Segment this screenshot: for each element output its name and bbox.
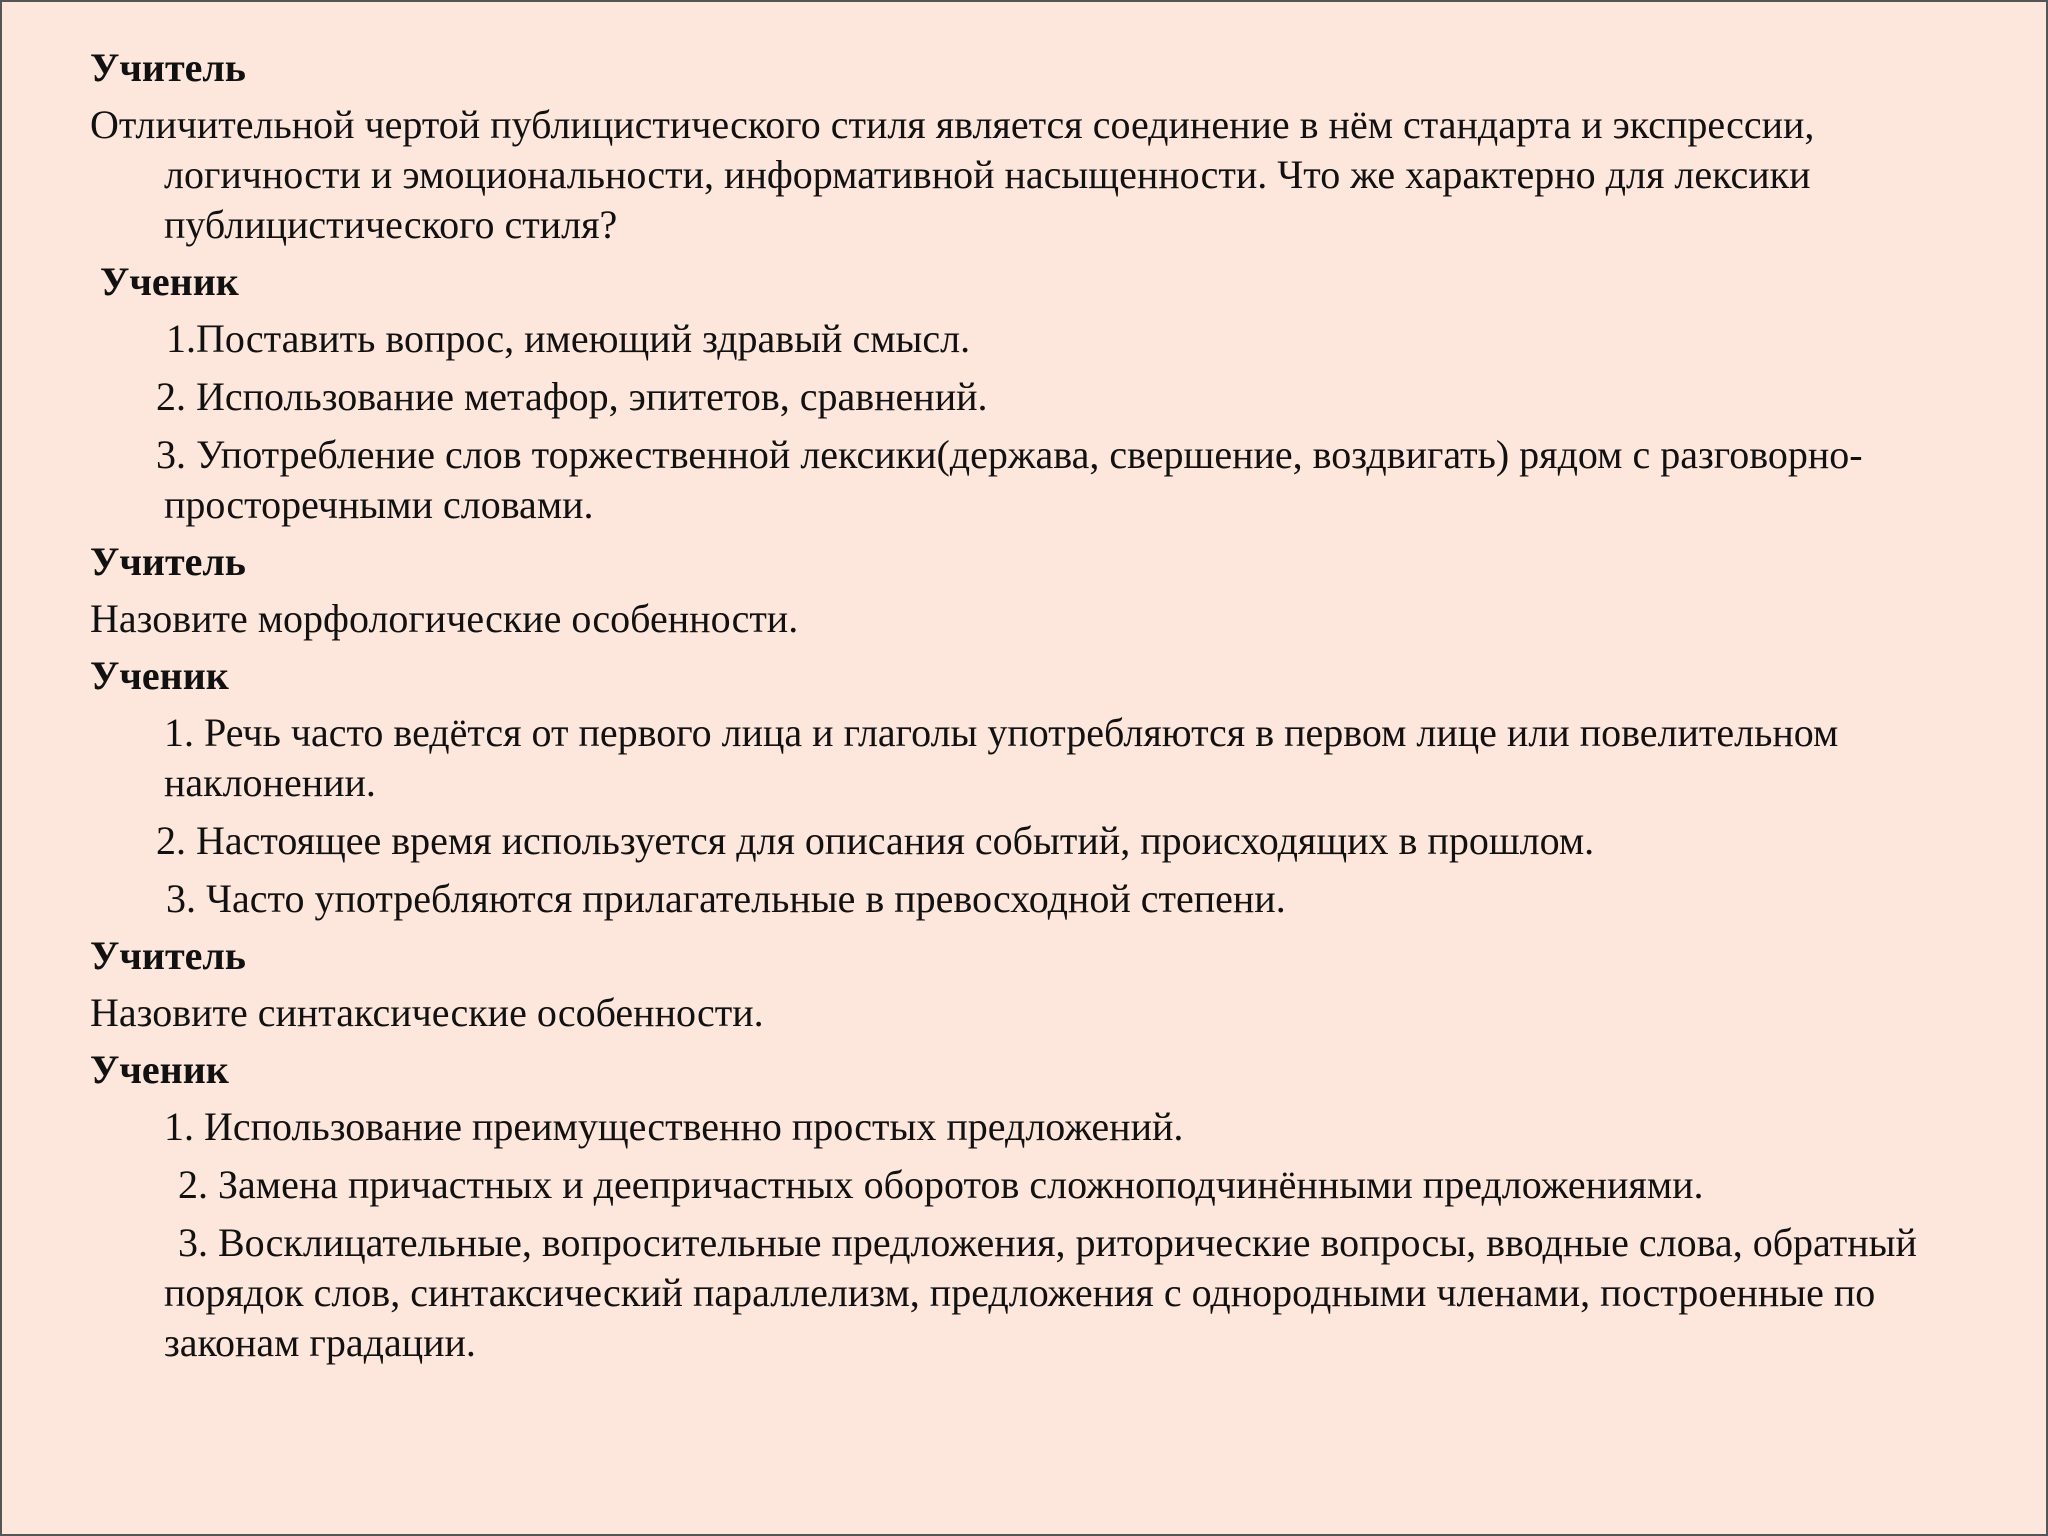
teacher-question: Назовите синтаксические особенности.	[90, 990, 764, 1035]
teacher-question: Назовите морфологические особенности.	[90, 596, 799, 641]
speaker-student: Ученик	[90, 1047, 229, 1092]
answer-item: 3. Употребление слов торжественной лексики(держава, свершение, воздвигать) рядом с разговорно-просторечными словами.	[156, 432, 1863, 527]
answer-item: 2. Использование метафор, эпитетов, сравнений.	[156, 374, 988, 419]
dialogue	[90, 44, 1990, 1376]
speaker-student: Ученик	[100, 259, 239, 304]
answer-item: 1. Использование преимущественно простых предложений.	[164, 1104, 1184, 1149]
answer-item: 2. Настоящее время используется для описания событий, происходящих в прошлом.	[156, 818, 1595, 863]
answer-item: 1.Поставить вопрос, имеющий здравый смысл.	[166, 316, 971, 361]
speaker-student: Ученик	[90, 653, 229, 698]
answer-item: 2. Замена причастных и деепричастных оборотов сложноподчинёнными предложениями.	[178, 1162, 1704, 1207]
answer-item: 1. Речь часто ведётся от первого лица и глаголы употребляются в первом лице или повелительном наклонении.	[164, 710, 1839, 805]
teacher-question: Отличительной чертой публицистического стиля является соединение в нём стандарта и экспрессии, логичности и эмоциональности, информативной насыщенности. Что же характерно для лексики публицистического стиля?	[90, 102, 1815, 247]
answer-item: 3. Восклицательные, вопросительные предложения, риторические вопросы, вводные слова, обратный порядок слов, синтаксический параллелизм, предложения с однородными членами, построенные по законам градации.	[164, 1220, 1917, 1365]
speaker-teacher: Учитель	[90, 933, 246, 978]
speaker-teacher: Учитель	[90, 45, 246, 90]
speaker-teacher: Учитель	[90, 539, 246, 584]
answer-item: 3. Часто употребляются прилагательные в превосходной степени.	[166, 876, 1286, 921]
